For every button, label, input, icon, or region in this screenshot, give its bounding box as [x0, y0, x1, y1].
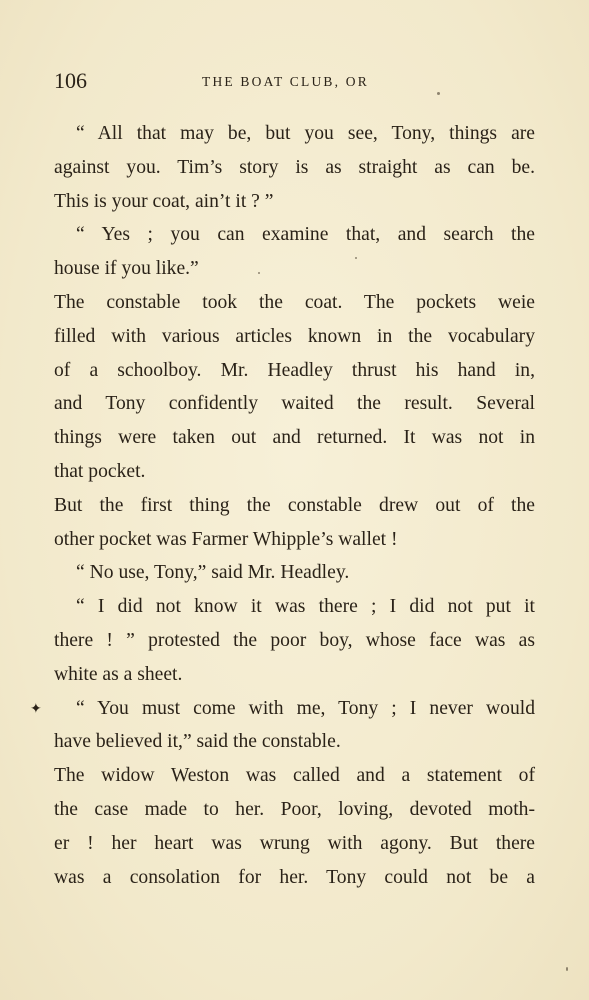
- text-line: of a schoolboy. Mr. Headley thrust his hand in,: [54, 359, 535, 381]
- text-line: have believed it,” said the constable.: [54, 731, 341, 753]
- text-line: against you. Tim’s story is as straight as can be.: [54, 156, 535, 178]
- print-speck: [258, 272, 260, 274]
- text-line: was a consolation for her. Tony could not be a: [54, 866, 535, 888]
- text-line: there ! ” protested the poor boy, whose face was as: [54, 629, 535, 651]
- print-speck: [437, 92, 440, 95]
- text-line: other pocket was Farmer Whipple’s wallet !: [54, 528, 398, 550]
- text-line: This is your coat, ain’t it ? ”: [54, 190, 274, 212]
- text-line: “ You must come with me, Tony ; I never would: [76, 697, 535, 719]
- print-speck: [355, 257, 357, 259]
- text-line: and Tony confidently waited the result. Several: [54, 393, 535, 415]
- page-number: 106: [54, 68, 87, 93]
- running-head: THE BOAT CLUB, OR: [202, 74, 369, 89]
- text-line: “ No use, Tony,” said Mr. Headley.: [76, 562, 350, 584]
- text-line: “ All that may be, but you see, Tony, things are: [76, 123, 535, 144]
- text-line: the case made to her. Poor, loving, devoted moth-: [54, 798, 535, 820]
- margin-mark-icon: ✦: [30, 701, 42, 717]
- body-text: [54, 117, 535, 894]
- text-line: white as a sheet.: [54, 663, 183, 685]
- text-line: “ Yes ; you can examine that, and search the: [76, 224, 535, 246]
- text-line: things were taken out and returned. It was not in: [54, 427, 535, 449]
- text-line: “ I did not know it was there ; I did not put it: [76, 596, 535, 618]
- text-line: house if you like.”: [54, 258, 199, 280]
- text-line: The constable took the coat. The pockets weie: [54, 291, 535, 313]
- text-line: that pocket.: [54, 460, 146, 482]
- text-line: er ! her heart was wrung with agony. But there: [54, 832, 535, 854]
- text-line: The widow Weston was called and a statement of: [54, 765, 535, 787]
- text-line: filled with various articles known in the vocabulary: [54, 325, 535, 347]
- text-line: But the first thing the constable drew out of the: [54, 494, 535, 516]
- page-header: [54, 68, 535, 98]
- print-speck: [566, 967, 568, 971]
